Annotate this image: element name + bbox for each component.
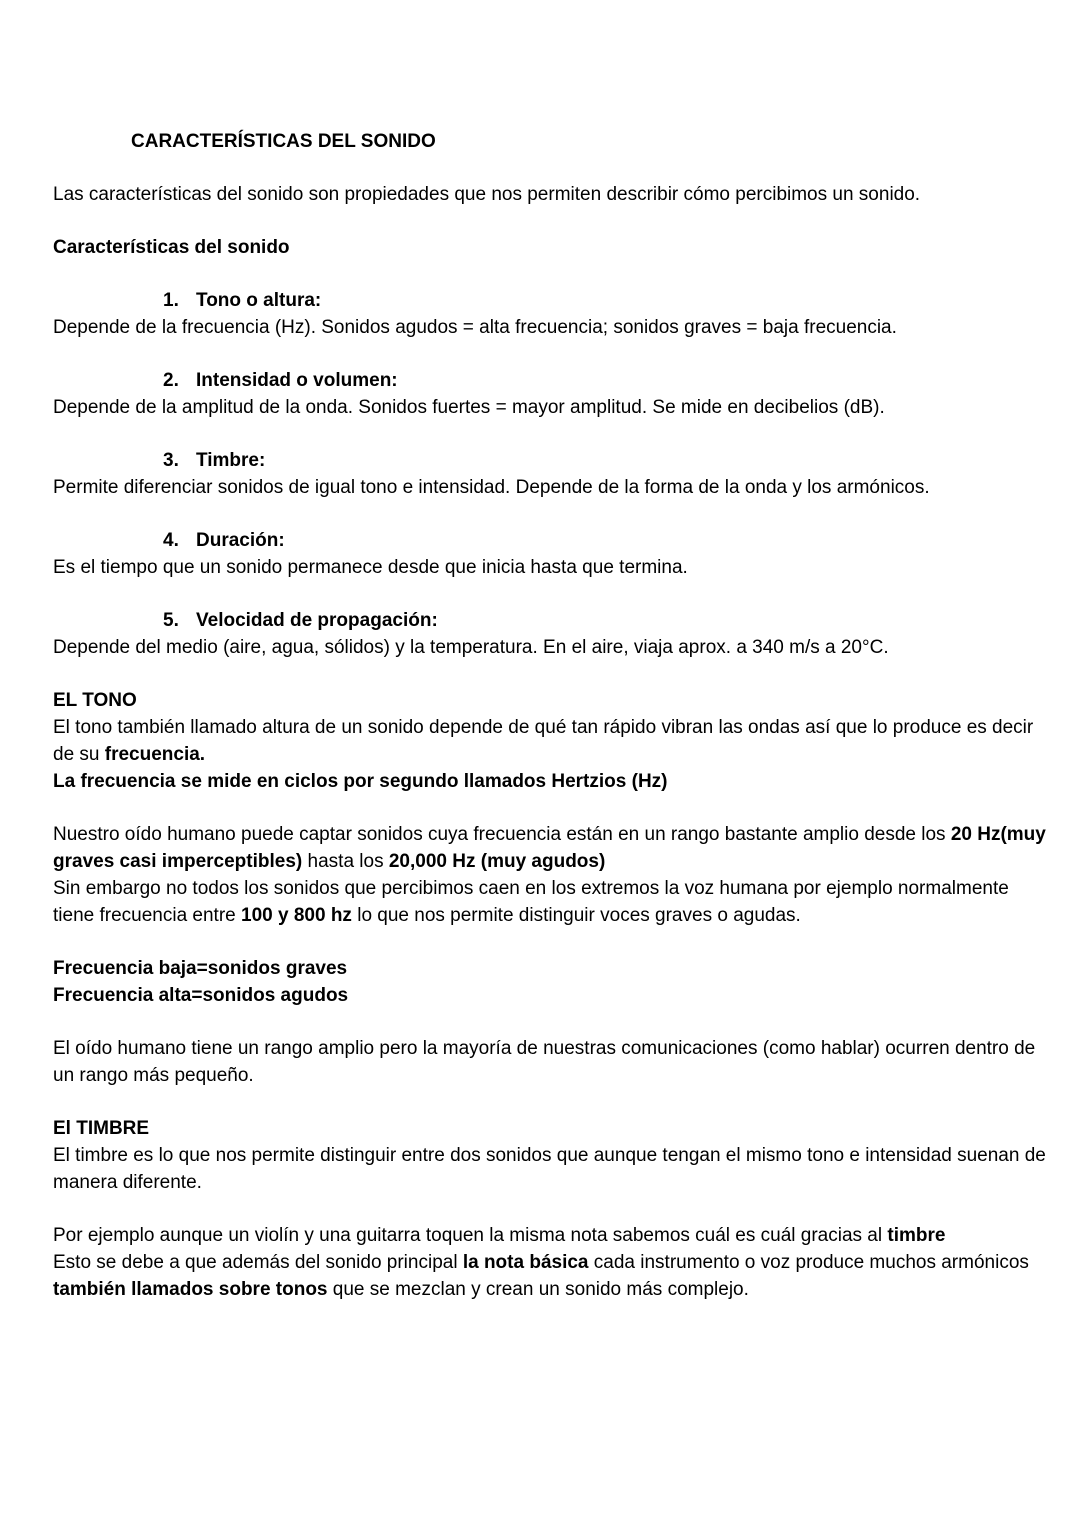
item-text: Depende del medio (aire, agua, sólidos) y la temperatura. En el aire, viaja aprox. a 340 m/s a 20°C.: [53, 637, 889, 658]
tono-frequency-unit: La frecuencia se mide en ciclos por segundo llamados Hertzios (Hz): [53, 771, 668, 792]
text-run: El tono también llamado altura de un sonido depende de qué tan rápido vibran las ondas así que lo produce es decir de su: [53, 717, 1034, 765]
hearing-range: [53, 821, 1053, 875]
tono-range-paragraph: [53, 821, 1053, 929]
item-text: Permite diferenciar sonidos de igual tono e intensidad. Depende de la forma de la onda y los armónicos.: [53, 477, 930, 498]
text-run: Por ejemplo aunque un violín y una guitarra toquen la misma nota sabemos cuál es cuál gracias al: [53, 1225, 888, 1246]
item-heading: [163, 367, 1053, 394]
list-item: [53, 607, 1053, 661]
timbre-harmonics: [53, 1249, 1053, 1303]
item-heading: [163, 447, 1053, 474]
timbre-paragraph-1: El timbre es lo que nos permite distinguir entre dos sonidos que aunque tengan el mismo tono e intensidad suenan de manera diferente.: [53, 1145, 1046, 1193]
hearing-communication-paragraph: El oído humano tiene un rango amplio pero la mayoría de nuestras comunicaciones (como hablar) ocurren dentro de un rango más pequeño.: [53, 1038, 1036, 1086]
timbre-section: [53, 1115, 1053, 1196]
bold-text: frecuencia.: [104, 744, 206, 765]
list-item: [53, 367, 1053, 421]
bold-text: también llamados sobre tonos: [53, 1279, 328, 1300]
item-number: 1.: [163, 290, 179, 311]
text-run: Nuestro oído humano puede captar sonidos cuya frecuencia están en un rango bastante amplio desde los: [53, 824, 951, 845]
section-heading-timbre: El TIMBRE: [53, 1118, 150, 1139]
item-heading: [163, 287, 1053, 314]
timbre-example-line: [53, 1222, 1053, 1249]
text-run: lo que nos permite distinguir voces graves o agudas.: [351, 905, 801, 926]
item-number: 2.: [163, 370, 179, 391]
item-text: Depende de la amplitud de la onda. Sonidos fuertes = mayor amplitud. Se mide en decibelios (dB).: [53, 397, 885, 418]
item-text: Depende de la frecuencia (Hz). Sonidos agudos = alta frecuencia; sonidos graves = baja frecuencia.: [53, 317, 897, 338]
freq-low: Frecuencia baja=sonidos graves: [53, 958, 348, 979]
item-number: 3.: [163, 450, 179, 471]
item-text: Es el tiempo que un sonido permanece desde que inicia hasta que termina.: [53, 557, 688, 578]
bold-text: 100 y 800 hz: [241, 905, 352, 926]
subheading: Características del sonido: [53, 237, 290, 258]
bold-text: 20,000 Hz (muy agudos): [388, 851, 606, 872]
section-heading-tono: EL TONO: [53, 690, 137, 711]
text-run: Esto se debe a que además del sonido principal: [53, 1252, 463, 1273]
bold-text: la nota básica: [462, 1252, 589, 1273]
bold-text: 20 Hz(muy graves casi imperceptibles): [53, 824, 1046, 872]
item-heading: [163, 527, 1053, 554]
tono-paragraph-1: [53, 714, 1053, 768]
item-title: Intensidad o volumen:: [196, 370, 398, 391]
freq-high: Frecuencia alta=sonidos agudos: [53, 985, 349, 1006]
document-page: [53, 128, 1053, 1303]
list-item: [53, 287, 1053, 341]
item-number: 4.: [163, 530, 179, 551]
item-title: Tono o altura:: [196, 290, 322, 311]
voice-range: [53, 875, 1053, 929]
document-title: CARACTERÍSTICAS DEL SONIDO: [131, 131, 436, 152]
list-item: [53, 447, 1053, 501]
tono-section: [53, 687, 1053, 795]
item-heading: [163, 607, 1053, 634]
bold-text: timbre: [887, 1225, 946, 1246]
text-run: que se mezclan y crean un sonido más complejo.: [327, 1279, 749, 1300]
timbre-example: [53, 1222, 1053, 1303]
list-item: [53, 527, 1053, 581]
item-title: Velocidad de propagación:: [196, 610, 438, 631]
intro-paragraph: Las características del sonido son propiedades que nos permiten describir cómo percibimos un sonido.: [53, 184, 921, 205]
text-run: Sin embargo no todos los sonidos que percibimos caen en los extremos la voz humana por ejemplo normalmente tiene frecuencia entre: [53, 878, 1009, 926]
text-run: hasta los: [302, 851, 389, 872]
text-run: cada instrumento o voz produce muchos armónicos: [588, 1252, 1029, 1273]
item-title: Duración:: [196, 530, 285, 551]
characteristics-list: [53, 287, 1053, 661]
item-number: 5.: [163, 610, 179, 631]
item-title: Timbre:: [196, 450, 266, 471]
frequency-summary: [53, 955, 1053, 1009]
